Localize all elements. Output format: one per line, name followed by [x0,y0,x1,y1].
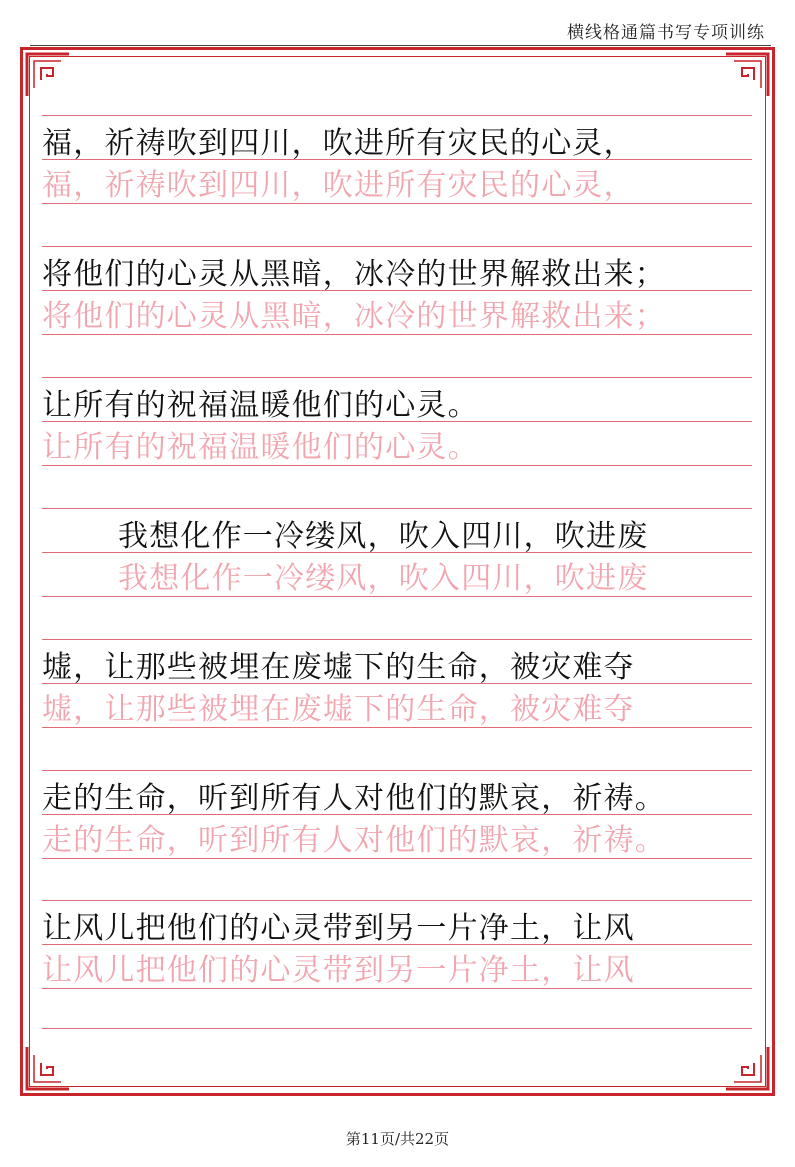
model-text-line: 让风儿把他们的心灵带到另一片净土，让风 [42,911,635,946]
trace-text-line: 走的生命，听到所有人对他们的默哀，祈祷。 [42,823,666,858]
guide-line [42,770,752,771]
trace-text-line: 墟，让那些被埋在废墟下的生命，被灾难夺 [42,692,635,727]
guide-line [42,1028,752,1029]
guide-line [42,639,752,640]
writing-line-block [42,508,752,598]
frame-corner-ornament [724,52,770,98]
trace-text-line: 将他们的心灵从黑暗，冰冷的世界解救出来； [42,299,666,334]
writing-line-block [42,246,752,336]
header-rule [30,45,771,46]
writing-line-block [42,377,752,467]
model-text-line: 走的生命，听到所有人对他们的默哀，祈祷。 [42,781,666,816]
guide-line [42,246,752,247]
writing-line-block [42,115,752,205]
guide-line [42,508,752,509]
model-text-line: 将他们的心灵从黑暗，冰冷的世界解救出来； [42,257,666,292]
model-text-line: 墟，让那些被埋在废墟下的生命，被灾难夺 [42,650,635,685]
writing-line-block [42,639,752,729]
frame-corner-ornament [25,52,71,98]
model-text-line: 福，祈祷吹到四川，吹进所有灾民的心灵， [42,126,635,161]
frame-corner-ornament [25,1045,71,1091]
model-text-line: 我想化作一冷缕风，吹入四川，吹进废 [118,519,649,554]
document-title: 横线格通篇书写专项训练 [567,23,765,43]
writing-line-block [42,770,752,860]
trace-text-line: 让所有的祝福温暖他们的心灵。 [42,430,479,465]
frame-corner-ornament [724,1045,770,1091]
model-text-line: 让所有的祝福温暖他们的心灵。 [42,388,479,423]
trace-text-line: 让风儿把他们的心灵带到另一片净土，让风 [42,953,635,988]
page-number: 第11页/共22页 [345,1130,450,1148]
trace-text-line: 福，祈祷吹到四川，吹进所有灾民的心灵， [42,168,635,203]
guide-line [42,377,752,378]
writing-line-block [42,900,752,990]
guide-line [42,115,752,116]
trace-text-line: 我想化作一冷缕风，吹入四川，吹进废 [118,561,649,596]
guide-line [42,900,752,901]
